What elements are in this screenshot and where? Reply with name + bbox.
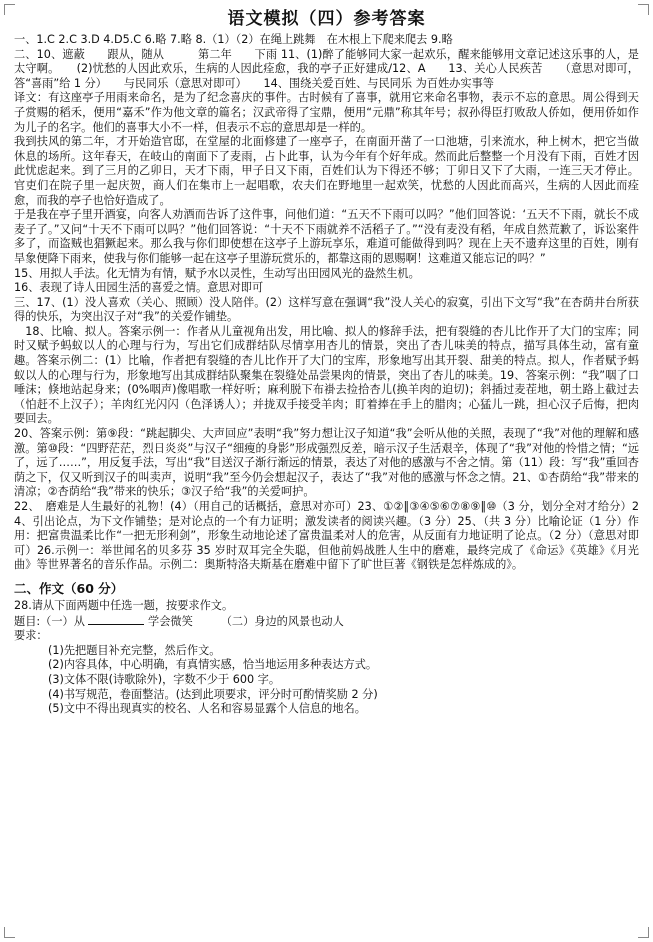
requirement-item: (2)内容具体，中心明确，有真情实感，恰当地运用多种表达方式。 — [48, 658, 378, 672]
answer-paragraph: 20、答案示例：第⑨段：“跳起脚尖、大声回应”表明“我”努力想让汉子知道“我”会听从他的关照，表现了“我”对他的理解和感激。第⑩段：“四野茫茫，烈日炎炎”与汉子“细瘦的身影”形成强烈反差，暗示汉子生活艰辛，体现了“我”对他的怜惜之情；“远了，远了……”，用反复手法，写出“我”目送汉子渐行渐远的情景，表达了对他的感激与不舍之情。第（11）段：写“我”重回杏荫之下，仅又听到汉子的叫卖声，说明“我”至今仍会想起汉子，表达了“我”对他的感激与怀念之情。21、①杏荫给“我”带来的清凉；②杏荫给“我”带来的快乐；③汉子给“我”的关爱呵护。 — [14, 427, 639, 499]
topic-prefix: 题目:（一）从 — [14, 614, 85, 628]
crop-mark-top-right — [638, 4, 649, 15]
composition-topics — [14, 614, 639, 630]
answer-paragraph: 22、 磨难是人生最好的礼物！(4）（用自己的话概括，意思对亦可）23、①②‖③④⑤⑥⑦⑧⑨‖⑩（3 分，划分全对才给分）24、引出论点，为下文作铺垫；是对论点的一个有力证明；激发读者的阅读兴趣。（3 分）25、（共 3 分）比喻论证（1 分）作用：把富贵温柔比作“一把无形利剑”，形象生动地论述了富贵温柔对人的危害，从反面有力地证明了论点。（2 分）（意思对即可）26.示例一：举世闻名的贝多芬 35 岁时双耳完全失聪，但他前妈战胜人生中的磨难，最终完成了《命运》《英雄》《月光曲》等世界著名的音乐作品。示例二：奥斯特洛夫斯基在磨难中留下了旷世巨著《钢铁是怎样炼成的》。 — [14, 500, 639, 572]
fill-in-blank — [88, 614, 144, 625]
section-answers — [14, 33, 639, 573]
crop-mark-bottom-left — [4, 927, 15, 938]
answer-paragraph: 我到扶风的第二年，才开始造官邸，在堂屋的北面修建了一座亭子，在南面开凿了一口池塘，引来流水，种上树木，把它当做休息的场所。这年春天，在岐山的南面下了麦雨，占卜此事，认为今年有个好年成。然而此后整整一个月没有下雨，百姓才因此忧虑起来。到了三月的乙卯日，天才下雨，甲子日又下雨，百姓们认为下得还不够；丁卯日又下了大雨，一连三天才停止。官吏们在院子里一起庆贺，商人们在集市上一起唱歌，农夫们在野地里一起欢笑，忧愁的人因此而高兴，生病的人因此而痊愈，而我的亭子也恰好造成了。 — [14, 135, 639, 207]
answer-paragraph: 三、17、(1）没人喜欢（关心、照顾）没人陪伴。(2）这样写意在强调“我”没人关心的寂寞，引出下文写“我”在杏荫井台所获得的快乐，为突出汉子对“我”的关爱作铺垫。 — [14, 295, 639, 324]
requirement-item: (4)书写规范，卷面整洁。(达到此项要求，评分时可酌情奖励 2 分) — [48, 687, 378, 701]
answer-paragraph: 一、1.C 2.C 3.D 4.D5.C 6.略 7.略 8.（1）（2）在绳上跳舞 在木根上下爬来爬去 9.略 — [14, 33, 453, 46]
section-composition — [14, 581, 639, 717]
composition-heading: 二、作文（60 分） — [14, 580, 124, 596]
crop-mark-top-left — [4, 4, 15, 15]
answer-paragraph: 于是我在亭子里开酒宴，向客人劝酒而告诉了这件事，问他们道：“五天不下雨可以吗？”他们回答说：‘五天不下雨，就长不成麦子了。”又问“十天不下雨可以吗？”他们回答说：“十天不下雨就养不活稻子了。”“没有麦没有稻，年成自然荒歉了，诉讼案件多了，而盗贼也猖獗起来。那么我与你们即使想在这亭子上游玩享乐，难道可能做得到吗？现在上天不遗弃这里的百姓，刚有旱象便降下雨来，使我与你们能够一起在这亭子里游玩赏乐的，都靠这雨的恩赐啊！这难道又能忘记的吗？” — [14, 208, 639, 265]
answer-paragraph: 译文：有这座亭子用雨来命名，是为了纪念喜庆的事件。古时候有了喜事，就用它来命名事物，表示不忘的意思。周公得到天子赏赐的稻禾，便用“嘉禾”作为他文章的篇名；汉武帝得了宝鼎，便用“元鼎”称其年号；叔孙得臣打败敌人侨如，便用侨如作为儿子的名字。他们的喜事大小不一样，但表示不忘的意思却是一样的。 — [14, 91, 639, 134]
composition-prompt: 28.请从下面两题中任选一题，按要求作文。 — [14, 598, 234, 612]
crop-mark-bottom-right — [638, 927, 649, 938]
answer-paragraph: 18、比喻、拟人。答案示例一：作者从儿童视角出发，用比喻、拟人的修辞手法，把有裂缝的杏儿比作开了大门的宝库；同时又赋予蚂蚁以人的心理与行为，写出它们成群结队尽情享用杏儿的情景，突出了杏儿味美的特点，描写具体生动，富有童趣。答案示例二：(1）比喻，作者把有裂缝的杏儿比作开了大门的宝库，形象地写出其开裂、甜美的特点。拟人，作者赋予蚂蚁以人的心理与行为，形象地写出其成群结队聚集在裂缝处品尝果肉的情景，突出了杏儿的味美。19、答案示例：“我”咽了口唾沫；倏地站起身来；(0%咽声)像唱歌一样好听；麻利脱下布褂去捡拾杏儿(换羊肉的迫切)；斜插过麦茬地，朝土路上截过去（怕赶不上汉子）；羊肉红光闪闪（色泽诱人）；并拢双手接受羊肉；盯着捧在手上的腊肉；心猛儿一跳，担心汉子后悔，把肉要回去。 — [14, 324, 639, 426]
answer-paragraph: 16、表现了诗人田园生活的喜爱之情。意思对即可 — [14, 281, 264, 295]
topic-mid: 学会微笑 （二）身边的风景也动人 — [148, 614, 344, 628]
answer-paragraph: 15、用拟人手法。化无情为有情，赋予水以灵性，生动写出田园风光的盎然生机。 — [14, 266, 420, 280]
requirement-item: (5)文中不得出现真实的校名、人名和容易显露个人信息的地名。 — [48, 702, 366, 716]
requirement-item: (3)文体不限(诗歌除外)，字数不少于 600 字。 — [48, 672, 281, 686]
requirements-label: 要求： — [14, 629, 48, 643]
answer-paragraph: 二、10、遮蔽 跟从，随从 第二年 下雨 11、(1)醉了能够同大家一起欢乐，醒来能够用文章记述这乐事的人，是太守啊。 (2)忧愁的人因此欢乐，生病的人因此痊愈，我的亭子正好建成/12、A 13、关心人民疾苦 （意思对即可，答“喜雨”给 1 分） 与民同乐（意思对即可） 14、围绕关爱百姓、与民同乐 为百姓办实事等 — [14, 47, 639, 90]
requirement-item: (1)先把题目补充完整，然后作文。 — [48, 643, 221, 657]
page-title: 语文模拟（四）参考答案 — [227, 9, 426, 29]
